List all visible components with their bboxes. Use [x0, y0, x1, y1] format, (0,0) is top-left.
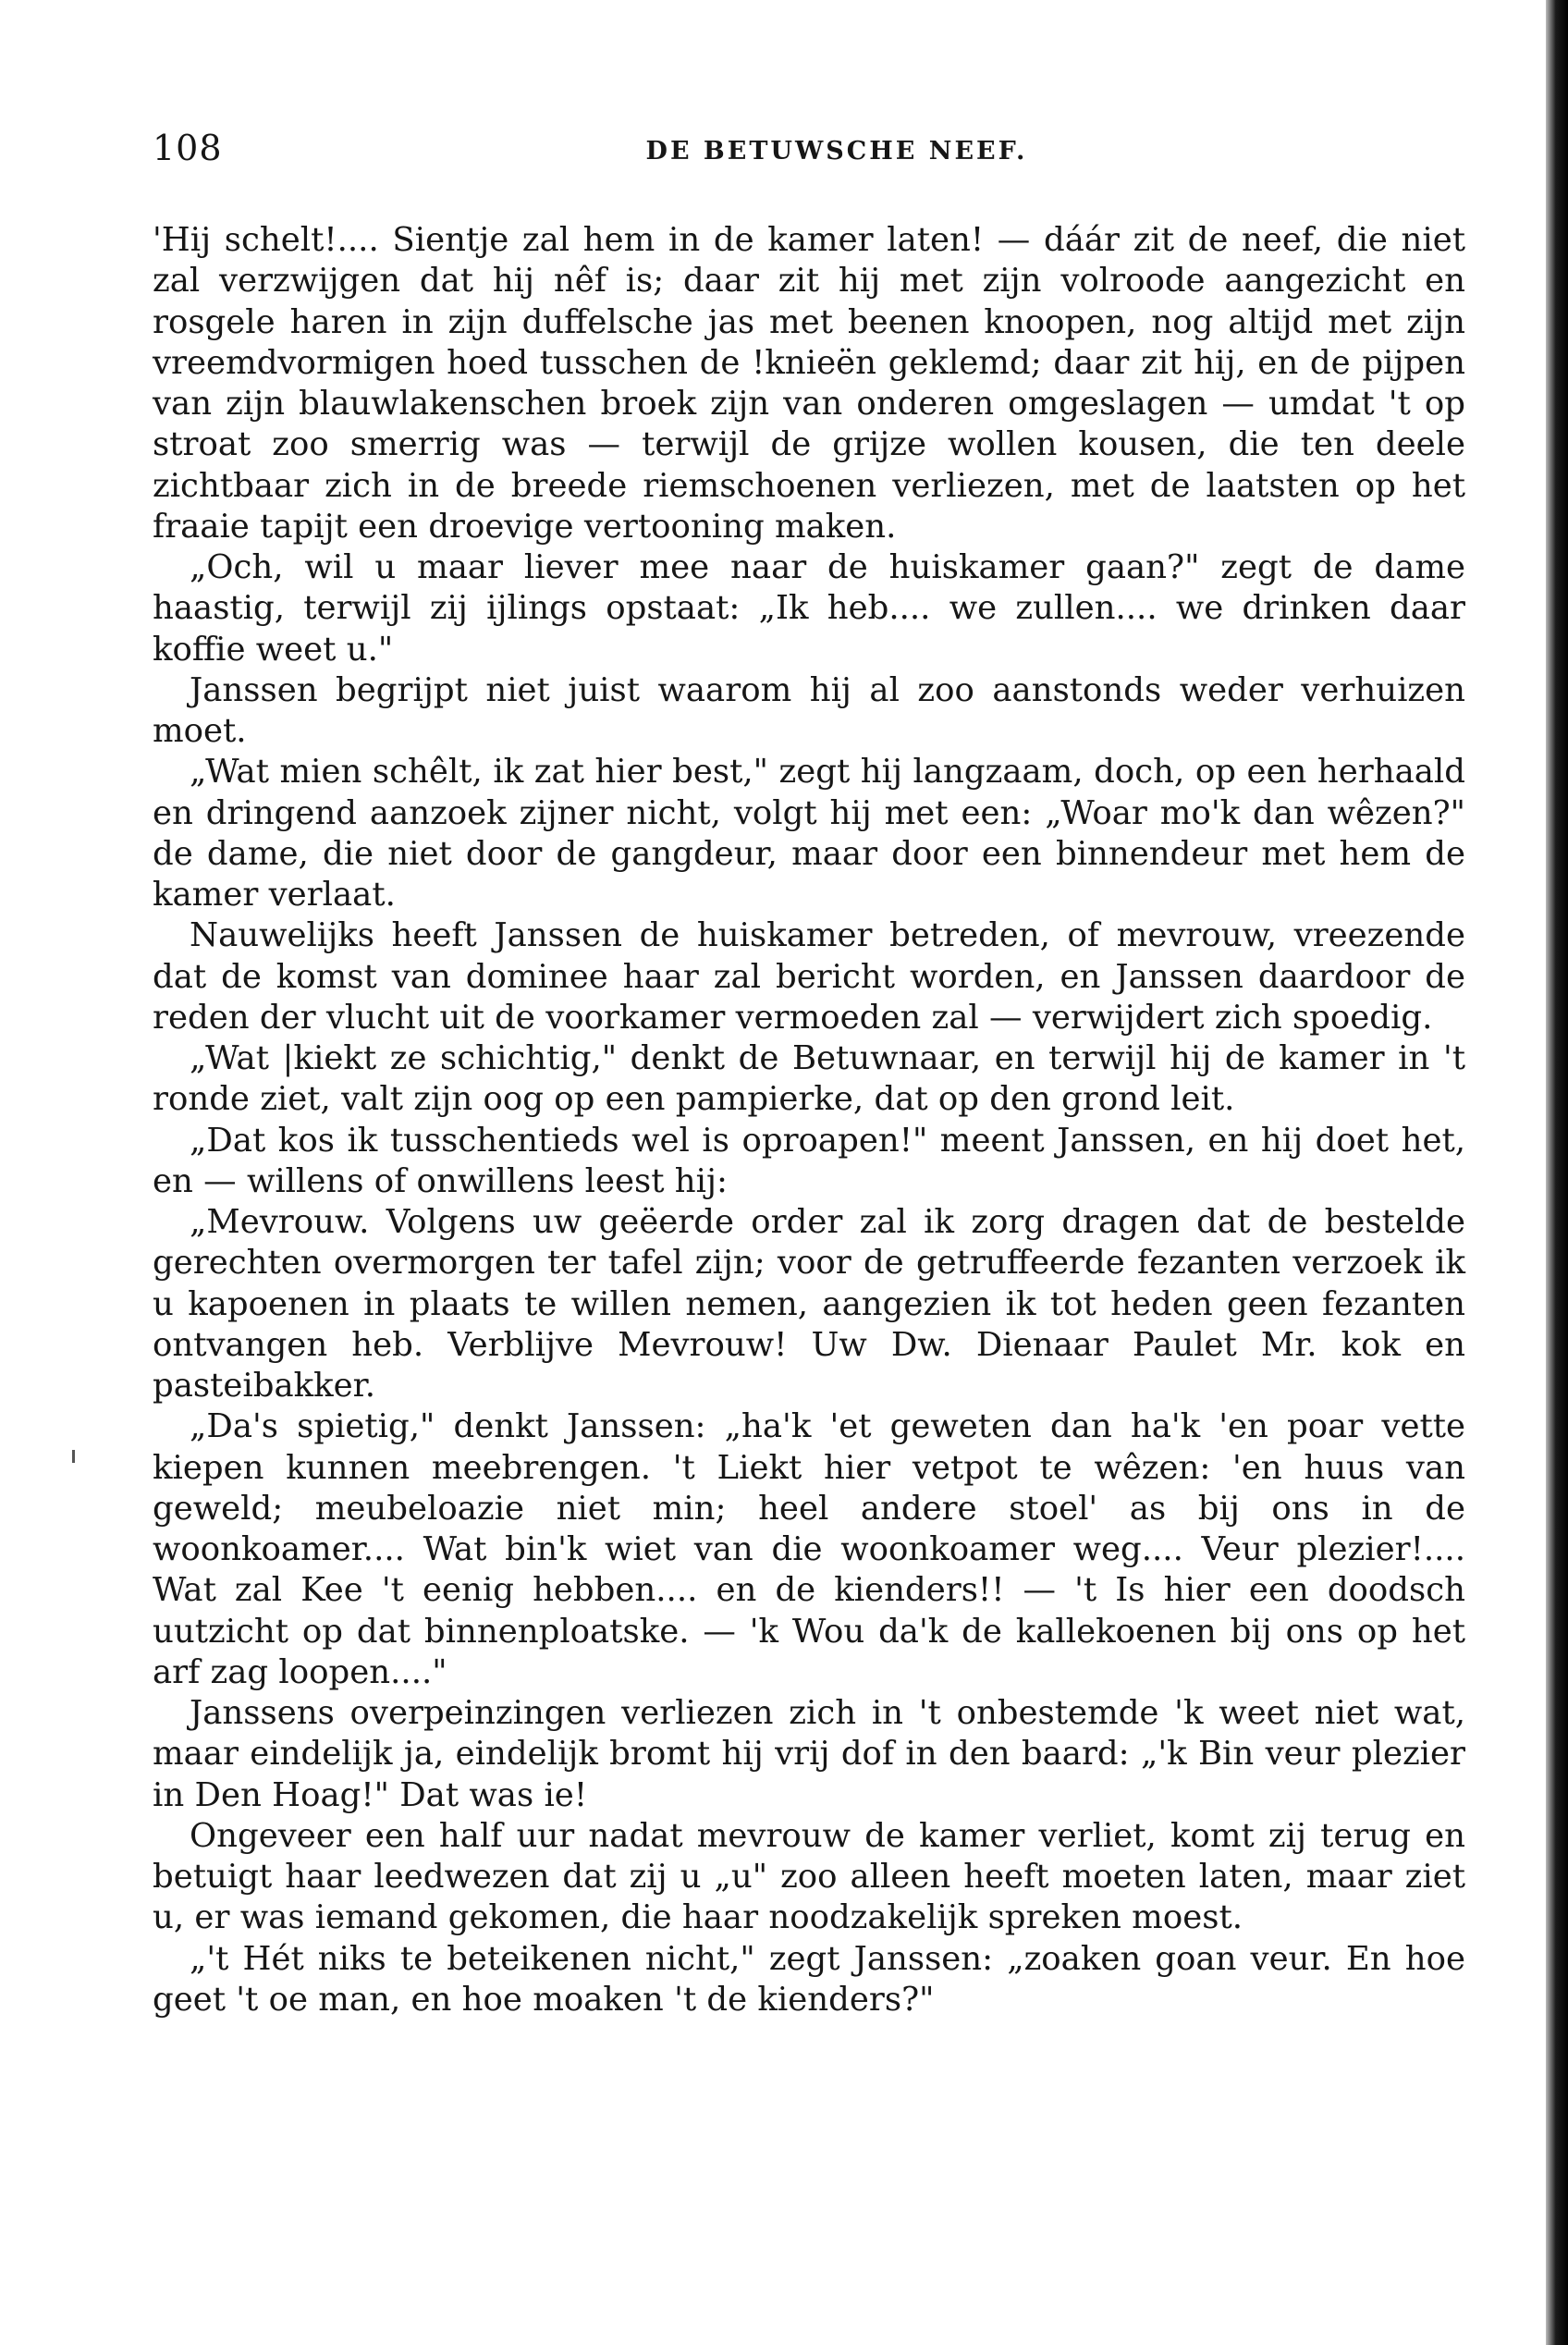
paragraph: „Mevrouw. Volgens uw geëerde order zal ik zorg dragen dat de bestelde gerechten overmorgen ter tafel zijn; voor de getruffeerde fezanten verzoek ik u kapoenen in plaats te willen nemen, aangezien ik tot heden geen fezanten ontvangen heb. Verblijve Mevrouw! Uw Dw. Dienaar Paulet Mr. kok en pasteibakker. — [153, 1203, 1465, 1405]
paragraph: „Wat mien schêlt, ik zat hier best," zegt hij langzaam, doch, op een herhaald en dringend aanzoek zijner nicht, volgt hij met een: „Woar mo'k dan wêzen?" de dame, die niet door de gangdeur, maar door een binnendeur met hem de kamer verlaat. — [153, 753, 1465, 914]
page-edge-shadow — [1546, 0, 1568, 2345]
paragraph: 'Hij schelt!.... Sientje zal hem in de kamer laten! — dáár zit de neef, die niet zal verzwijgen dat hij nêf is; daar zit hij met zijn volroode aangezicht en rosgele haren in zijn duffelsche jas met beenen knoopen, nog altijd met zijn vreemdvormigen hoed tusschen de !knieën geklemd; daar zit hij, en de pijpen van zijn blauwlakenschen broek zijn van onderen omgeslagen — umdat 't op stroat zoo smerrig was — terwijl de grijze wollen kousen, die ten deele zichtbaar zich in de breede riemschoenen verliezen, met de laatsten op het fraaie tapijt een droevige vertooning maken. — [153, 221, 1465, 546]
paragraph: Janssens overpeinzingen verliezen zich in 't onbestemde 'k weet niet wat, maar eindelijk ja, eindelijk bromt hij vrij dof in den baard: „'k Bin veur plezier in Den Hoag!" Dat was ie! — [153, 1694, 1465, 1814]
page-number: 108 — [153, 128, 223, 168]
paragraph: Nauwelijks heeft Janssen de huiskamer betreden, of mevrouw, vreezende dat de komst van dominee haar zal bericht worden, en Janssen daardoor de reden der vlucht uit de voorkamer vermoeden zal — verwijdert zich spoedig. — [153, 916, 1465, 1037]
paragraph: „Wat |kiekt ze schichtig," denkt de Betuwnaar, en terwijl hij de kamer in 't ronde ziet, valt zijn oog op een pampierke, dat op den grond leit. — [153, 1039, 1465, 1119]
paragraph: „Da's spietig," denkt Janssen: „ha'k 'et geweten dan ha'k 'en poar vette kiepen kunnen meebrengen. 't Liekt hier vetpot te wêzen: 'en huus van geweld; meubeloazie niet min; heel andere stoel' as bij ons in de woonkoamer.... Wat bin'k wiet van die woonkoamer weg.... Veur plezier!.... Wat zal Kee 't eenig hebben.... en de kienders!! — 't Is hier een doodsch uutzicht op dat binnenploatske. — 'k Wou da'k de kallekoenen bij ons op het arf zag loopen...." — [153, 1407, 1465, 1691]
paragraph: „'t Hét niks te beteikenen nicht," zegt Janssen: „zoaken goan veur. En hoe geet 't oe man, en hoe moaken 't de kienders?" — [153, 1939, 1465, 2019]
paragraph: Ongeveer een half uur nadat mevrouw de kamer verliet, komt zij terug en betuigt haar leedwezen dat zij u „u" zoo alleen heeft moeten laten, maar ziet u, er was iemand gekomen, die haar noodzakelijk spreken moest. — [153, 1816, 1465, 1937]
paragraph: Janssen begrijpt niet juist waarom hij al zoo aanstonds weder verhuizen moet. — [153, 670, 1465, 750]
margin-speck — [72, 1450, 75, 1463]
running-title: DE BETUWSCHE NEEF. — [645, 137, 1028, 166]
paragraph: „Dat kos ik tusschentieds wel is oproapen!" meent Janssen, en hij doet het, en — willens of onwillens leest hij: — [153, 1121, 1465, 1200]
body-text — [153, 220, 1465, 2020]
page-header — [153, 128, 1465, 183]
paragraph: „Och, wil u maar liever mee naar de huiskamer gaan?" zegt de dame haastig, terwijl zij ijlings opstaat: „Ik heb.... we zullen.... we drinken daar koffie weet u." — [153, 548, 1465, 669]
